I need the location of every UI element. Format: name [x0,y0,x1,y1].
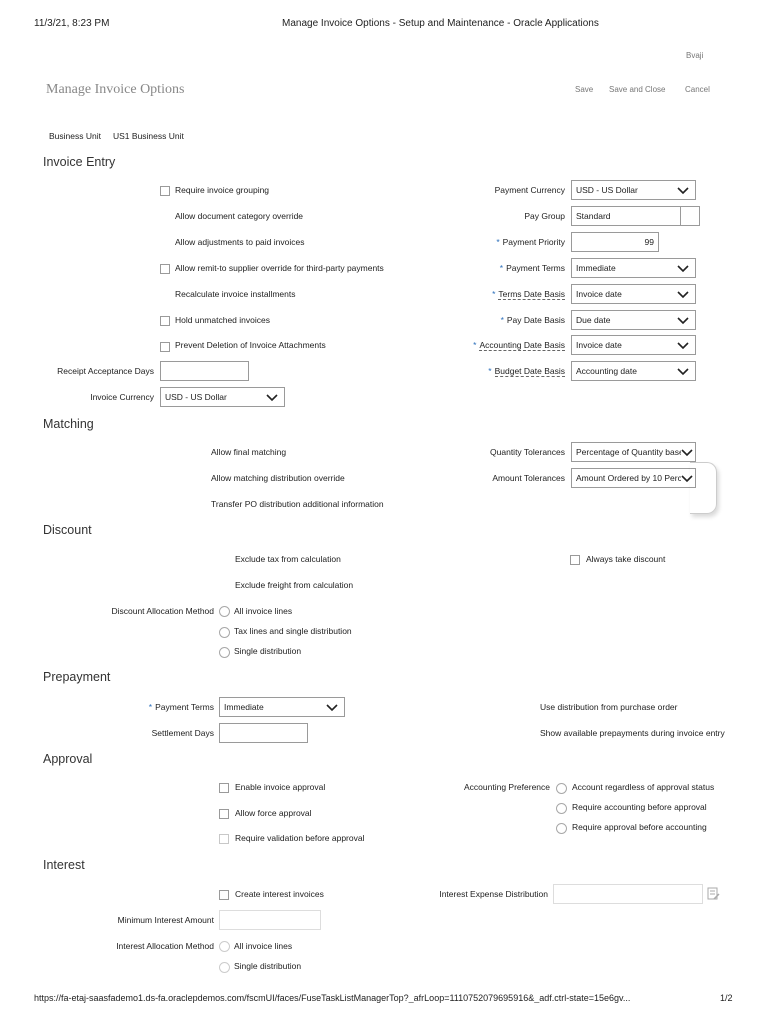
terms-date-basis-label: * Terms Date Basis [492,289,565,299]
allow-remit-to-override-checkbox[interactable] [160,264,170,274]
interest-all-invoice-lines-label: All invoice lines [234,941,293,951]
pay-group-label: Pay Group [524,211,565,221]
chevron-down-icon [681,449,693,457]
invoice-entry-heading: Invoice Entry [43,155,116,169]
enable-invoice-approval-label: Enable invoice approval [235,782,326,792]
business-unit-value: US1 Business Unit [113,131,184,141]
allow-final-matching-label: Allow final matching [211,447,287,457]
require-accounting-before-approval-radio[interactable] [556,803,567,814]
chevron-down-icon [677,317,689,325]
required-asterisk: * [148,702,153,712]
chevron-down-icon [266,394,278,402]
receipt-acceptance-days-input[interactable] [160,361,249,381]
chevron-down-icon [677,291,689,299]
require-approval-before-accounting-label: Require approval before accounting [572,822,707,832]
amount-tolerances-select[interactable]: Amount Ordered by 10 Perc [571,468,696,488]
interest-all-invoice-lines-radio[interactable] [219,941,230,952]
minimum-interest-amount-label: Minimum Interest Amount [117,915,214,925]
show-available-prepayments-label: Show available prepayments during invoice entry [540,728,725,738]
payment-currency-label: Payment Currency [494,185,565,195]
discount-all-invoice-lines-radio[interactable] [219,606,230,617]
allow-matching-distribution-override-label: Allow matching distribution override [211,473,345,483]
create-interest-invoices-checkbox[interactable] [219,890,229,900]
amount-tolerances-label: Amount Tolerances [492,473,565,483]
required-asterisk: * [473,340,477,350]
prepayment-terms-select[interactable]: Immediate [219,697,345,717]
account-regardless-radio[interactable] [556,783,567,794]
require-invoice-grouping-checkbox[interactable] [160,186,170,196]
chevron-down-icon [677,187,689,195]
always-take-discount-label: Always take discount [586,554,666,564]
prepayment-heading: Prepayment [43,670,111,684]
settlement-days-input[interactable] [219,723,308,743]
dropdown-popup-edge [690,462,717,514]
quantity-tolerances-label: Quantity Tolerances [490,447,565,457]
require-approval-before-accounting-radio[interactable] [556,823,567,834]
interest-expense-distribution-input[interactable] [553,884,703,904]
hold-unmatched-invoices-label: Hold unmatched invoices [175,315,270,325]
print-title: Manage Invoice Options - Setup and Maintenance - Oracle Applications [282,18,599,29]
interest-allocation-method-label: Interest Allocation Method [116,941,214,951]
edit-icon[interactable] [707,887,720,900]
discount-tax-lines-radio[interactable] [219,627,230,638]
discount-all-invoice-lines-label: All invoice lines [234,606,293,616]
use-distribution-po-label: Use distribution from purchase order [540,702,678,712]
required-asterisk: * [488,366,492,376]
accounting-date-basis-label: * Accounting Date Basis [473,340,565,350]
transfer-po-distribution-label: Transfer PO distribution additional information [211,499,384,509]
accounting-preference-label: Accounting Preference [464,782,550,792]
discount-single-distribution-radio[interactable] [219,647,230,658]
pay-date-basis-label: * Pay Date Basis [500,315,565,325]
require-validation-label: Require validation before approval [235,833,365,843]
required-asterisk: * [492,289,496,299]
invoice-currency-select[interactable]: USD - US Dollar [160,387,285,407]
page-title: Manage Invoice Options [46,82,185,97]
account-regardless-label: Account regardless of approval status [572,782,715,792]
exclude-tax-label: Exclude tax from calculation [235,554,341,564]
require-validation-checkbox[interactable] [219,834,229,844]
budget-date-basis-label: * Budget Date Basis [488,366,565,376]
require-invoice-grouping-label: Require invoice grouping [175,185,270,195]
hold-unmatched-invoices-checkbox[interactable] [160,316,170,326]
terms-date-basis-select[interactable]: Invoice date [571,284,696,304]
cancel-button[interactable]: Cancel [685,85,710,94]
pay-group-input[interactable]: Standard [571,206,681,226]
save-button[interactable]: Save [575,85,594,94]
approval-heading: Approval [43,752,93,766]
allow-document-category-override-label: Allow document category override [175,211,304,221]
discount-tax-lines-label: Tax lines and single distribution [234,626,352,636]
allow-force-approval-checkbox[interactable] [219,809,229,819]
enable-invoice-approval-checkbox[interactable] [219,783,229,793]
print-page-number: 1/2 [720,993,733,1003]
prevent-deletion-attachments-checkbox[interactable] [160,342,170,352]
payment-currency-select[interactable]: USD - US Dollar [571,180,696,200]
quantity-tolerances-select[interactable]: Percentage of Quantity base [571,442,696,462]
allow-adjustments-paid-invoices-label: Allow adjustments to paid invoices [175,237,305,247]
required-asterisk: * [496,237,500,247]
allow-force-approval-label: Allow force approval [235,808,312,818]
payment-terms-select[interactable]: Immediate [571,258,696,278]
print-url: https://fa-etaj-saasfademo1.ds-fa.oraclepdemos.com/fscmUI/faces/FuseTaskListManagerTop?_afrLoop=1110752079695916&_adf.ctrl-state=15e6gv... [34,993,631,1003]
exclude-freight-label: Exclude freight from calculation [235,580,354,590]
pay-group-search-button[interactable] [680,206,700,226]
required-asterisk: * [500,315,504,325]
save-and-close-button[interactable]: Save and Close [609,85,666,94]
accounting-date-basis-select[interactable]: Invoice date [571,335,696,355]
interest-single-distribution-radio[interactable] [219,962,230,973]
user-name[interactable]: Bvaji [686,51,704,60]
discount-allocation-method-label: Discount Allocation Method [111,606,214,616]
settlement-days-label: Settlement Days [151,728,214,738]
recalculate-installments-label: Recalculate invoice installments [175,289,296,299]
discount-single-distribution-label: Single distribution [234,646,302,656]
required-asterisk: * [499,263,504,273]
interest-single-distribution-label: Single distribution [234,961,302,971]
print-datetime: 11/3/21, 8:23 PM [34,18,110,29]
matching-heading: Matching [43,417,94,431]
create-interest-invoices-label: Create interest invoices [235,889,324,899]
invoice-currency-label: Invoice Currency [90,392,154,402]
business-unit-label: Business Unit [49,131,101,141]
require-accounting-before-approval-label: Require accounting before approval [572,802,707,812]
interest-expense-distribution-label: Interest Expense Distribution [439,889,548,899]
allow-remit-to-override-label: Allow remit-to supplier override for third-party payments [175,263,384,273]
always-take-discount-checkbox[interactable] [570,555,580,565]
minimum-interest-amount-input[interactable] [219,910,321,930]
chevron-down-icon [677,265,689,273]
budget-date-basis-select[interactable]: Accounting date [571,361,696,381]
pay-date-basis-select[interactable]: Due date [571,310,696,330]
payment-priority-input[interactable]: 99 [571,232,659,252]
receipt-acceptance-days-label: Receipt Acceptance Days [57,366,154,376]
prevent-deletion-attachments-label: Prevent Deletion of Invoice Attachments [175,340,326,350]
discount-heading: Discount [43,523,92,537]
chevron-down-icon [677,368,689,376]
chevron-down-icon [677,342,689,350]
payment-priority-label: * Payment Priority [496,237,565,247]
interest-heading: Interest [43,858,85,872]
payment-terms-label: * Payment Terms [499,263,565,273]
chevron-down-icon [326,704,338,712]
prepayment-terms-label: * Payment Terms [148,702,214,712]
